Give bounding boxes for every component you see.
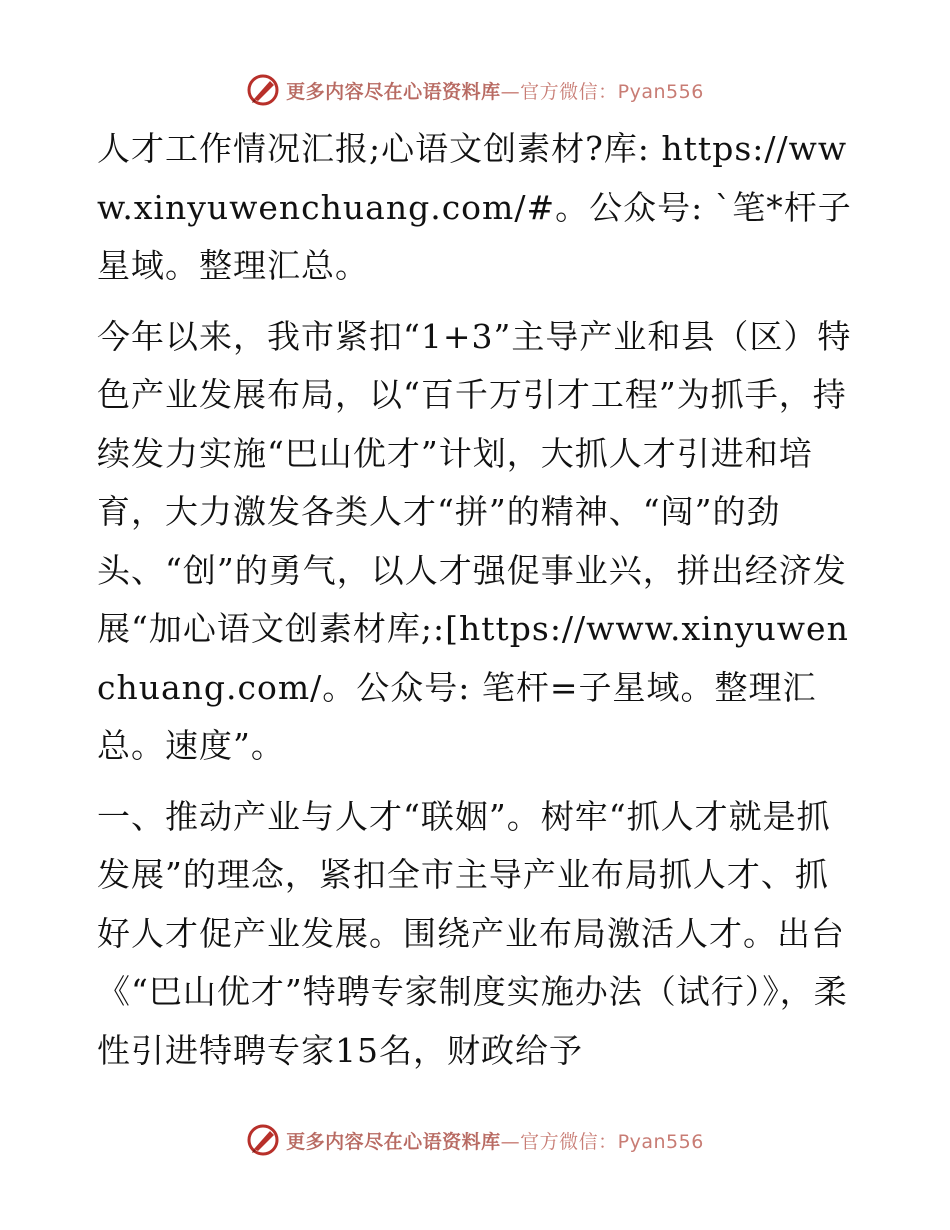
- header-banner-text: 更多内容尽在心语资料库—官方微信：Pyan556: [286, 80, 704, 103]
- footer-watermark-banner: [0, 1120, 950, 1160]
- paragraph-title-line: 人才工作情况汇报;心语文创素材?库: https://www.xinyuwenchuang.com/#。公众号: `笔*杆子星域。整理汇总。: [97, 129, 852, 285]
- document-body: [97, 120, 857, 1092]
- footer-banner-text: 更多内容尽在心语资料库—官方微信：Pyan556: [286, 1130, 704, 1153]
- header-watermark-banner: [0, 70, 950, 110]
- pen-logo-icon: [246, 73, 280, 107]
- paragraph-section-one: 一、推动产业与人才“联姻”。树牢“抓人才就是抓发展”的理念，紧扣全市主导产业布局抓人才、抓好人才促产业发展。围绕产业布局激活人才。出台《“巴山优才”特聘专家制度实施办法（试行）》，柔性引进特聘专家15名，财政给予: [97, 796, 848, 1070]
- pen-logo-icon: [246, 1123, 280, 1157]
- paragraph-intro: 今年以来，我市紧扣“1+3”主导产业和县（区）特色产业发展布局，以“百千万引才工程”为抓手，持续发力实施“巴山优才”计划，大抓人才引进和培育，大力激发各类人才“拼”的精神、“闯”的劲头、“创”的勇气，以人才强促事业兴，拼出经济发展“加心语文创素材库;:[https://www.xinyuwenchuang.com/。公众号: 笔杆=子星域。整理汇总。速度”。: [97, 316, 852, 765]
